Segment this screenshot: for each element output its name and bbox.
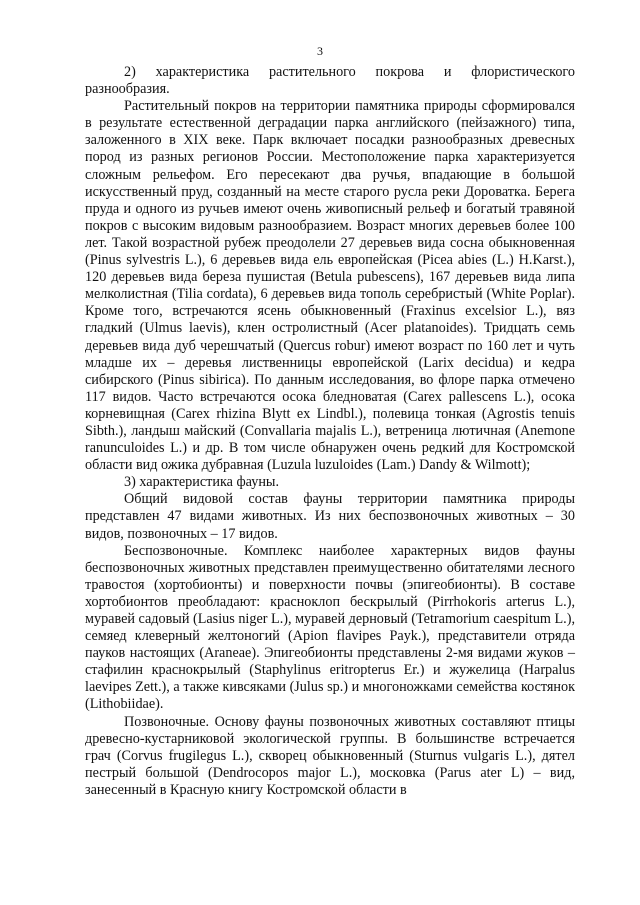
paragraph-invertebrates: Беспозвоночные. Комплекс наиболее характерных видов фауны беспозвоночных животных представлен преимущественно обитателями лесного травостоя (хортобионты) и поверхности почвы (эпигеобионты). В составе хортобионтов преобладают: красноклоп бескрылый (Pirrhokoris arterus L.), муравей садовый (Lasius niger L.), муравей дерновый (Tetramorium caespitum L.), семяед клеверный желтоногий (Apion flavipes Payk.), представители отряда пауков настоящих (Araneae). Эпигеобионты представлены 2-мя видами жуков – стафилин краснокрылый (Staphylinus eritropterus Er.) и жужелица (Harpalus laevipes Zett.), а также кивсяками (Julus sp.) и многоножками семейства костянок (Lithobiidae). xyxy=(85,542,575,713)
page-number: 3 xyxy=(317,44,323,58)
paragraph-fauna-overview: Общий видовой состав фауны территории памятника природы представлен 47 видами животных. Из них беспозвоночных животных – 30 видов, позвоночных – 17 видов. xyxy=(85,491,575,542)
section-heading-vegetation: 2) характеристика растительного покрова и флористического разнообразия. xyxy=(85,64,575,98)
paragraph-vegetation-description: Растительный покров на территории памятника природы сформировался в результате естественной деградации парка английского (пейзажного) типа, заложенного в XIX веке. Парк включает посадки разнообразных древесных пород из разных регионов России. Местоположение парка характеризуется сложным рельефом. Его пересекают два ручья, впадающие в большой искусственный пруд, созданный на месте старого русла реки Дороватка. Берега пруда и одного из ручьев имеют очень живописный рельеф и богатый травяной покров с высоким видовым разнообразием. Возраст многих деревьев более 100 лет. Такой возрастной рубеж преодолели 27 деревьев вида сосна обыкновенная (Pinus sylvestris L.), 6 деревьев вида ель европейская (Picea abies (L.) H.Karst.), 120 деревьев вида береза пушистая (Betula pubescens), 167 деревьев вида липа мелколистная (Tilia cordata), 6 деревьев вида тополь серебристый (White Poplar). Кроме того, встречаются ясень обыкновенный (Fraxinus excelsior L.), вяз гладкий (Ulmus laevis), клен остролистный (Acer platanoides). Тридцать семь деревьев вида дуб черешчатый (Quercus robur) имеют возраст по 160 лет и чуть младше их – деревья лиственницы европейской (Larix decidua) и кедра сибирского (Pinus sibirica). По данным исследования, во флоре парка отмечено 117 видов. Часто встречаются осока бледноватая (Carex pallescens L.), осока корневищная (Carex rhizina Blytt ex Lindbl.), полевица тонкая (Agrostis tenuis Sibth.), ландыш майский (Convallaria majalis L.), ветреница лютичная (Anemone ranunculoides L.) и др. В том числе обнаружен очень редкий для Костромской области вид ожика дубравная (Luzula luzuloides (Lam.) Dandy & Wilmott); xyxy=(85,98,575,474)
section-heading-fauna: 3) характеристика фауны. xyxy=(124,474,279,491)
document-body xyxy=(85,64,575,799)
paragraph-vertebrates: Позвоночные. Основу фауны позвоночных животных составляют птицы древесно-кустарниковой экологической группы. В большинстве встречается грач (Corvus frugilegus L.), скворец обыкновенный (Sturnus vulgaris L.), дятел пестрый большой (Dendrocopos major L.), московка (Parus ater L) – вид, занесенный в Красную книгу Костромской области в xyxy=(85,713,575,798)
